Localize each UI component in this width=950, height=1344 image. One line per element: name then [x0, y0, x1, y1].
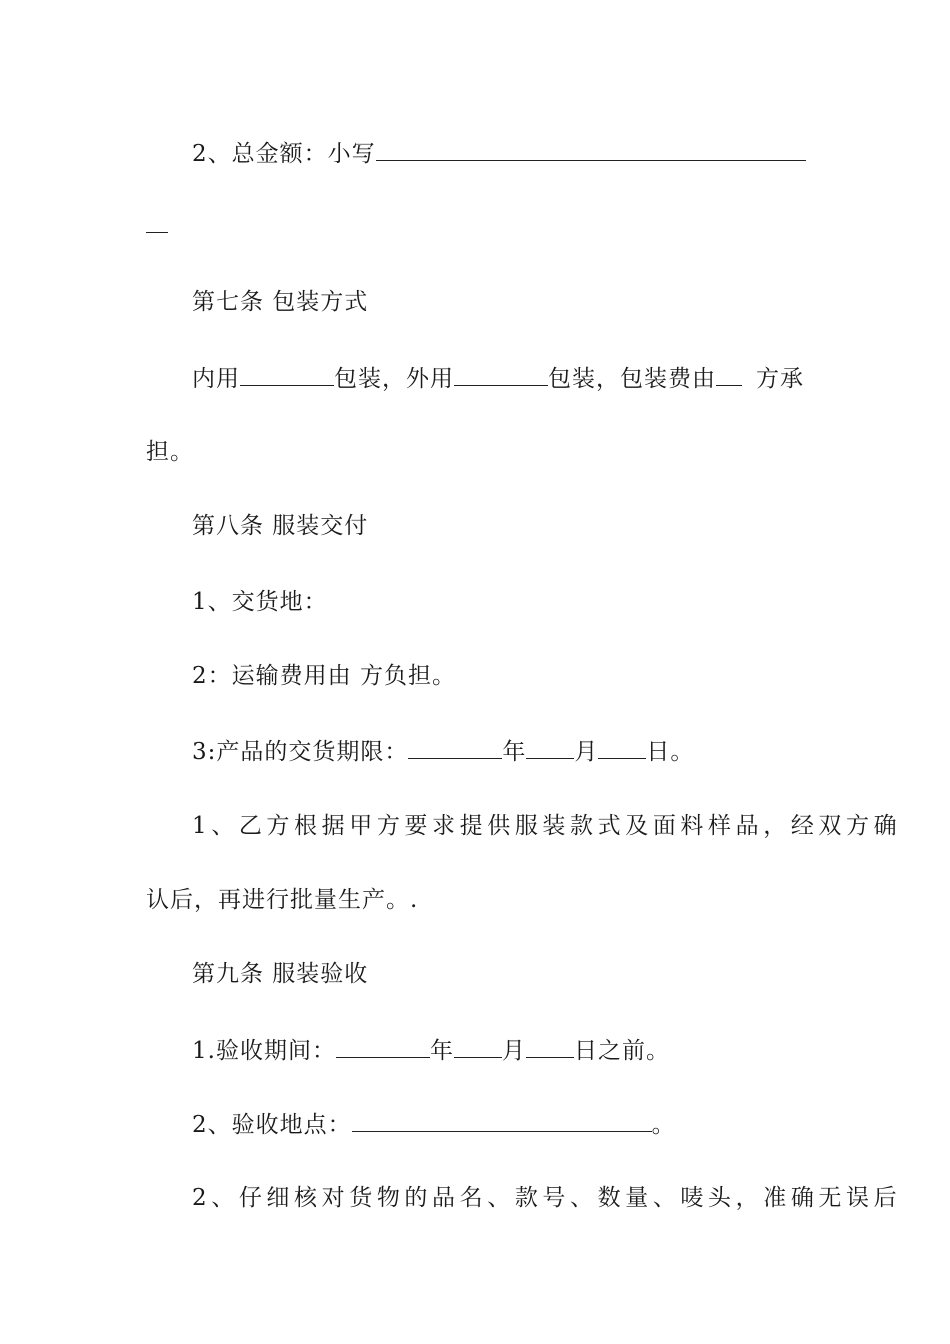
- packaging-end-label: 方承: [756, 366, 804, 392]
- article9-title: 第九条 服装验收: [192, 961, 369, 987]
- sample-line1-text: 1、乙方根据甲方要求提供服装款式及面料样品，经双方确: [192, 813, 902, 839]
- inspection-place-line: [146, 1109, 852, 1140]
- transport-fee: 2：运输费用由 方负担。: [192, 663, 456, 689]
- packaging-line: [146, 363, 852, 394]
- inner-packaging-blank[interactable]: [240, 363, 334, 386]
- inspection-month-blank[interactable]: [454, 1035, 502, 1058]
- deadline-day-blank[interactable]: [598, 736, 646, 759]
- packaging-continuation: 担。: [146, 439, 194, 465]
- inspection-month-label: 月: [501, 1038, 526, 1064]
- inspection-period-label: 1.验收期间：: [192, 1038, 336, 1064]
- inspection-period-line: [146, 1035, 852, 1066]
- inspection-place-label: 2、验收地点：: [192, 1112, 352, 1138]
- article7-title: 第七条 包装方式: [192, 289, 369, 315]
- total-amount-blank[interactable]: [376, 138, 806, 161]
- delivery-deadline-line: [146, 736, 852, 767]
- delivery-deadline-label: 3:产品的交货期限：: [192, 739, 409, 765]
- deadline-day-label: 日。: [646, 739, 695, 765]
- outer-packaging-blank[interactable]: [454, 363, 548, 386]
- inspection-year-blank[interactable]: [336, 1035, 430, 1058]
- packaging-outer-label: 包装，外用: [334, 366, 454, 392]
- deadline-month-blank[interactable]: [526, 736, 574, 759]
- article8-title: 第八条 服装交付: [192, 513, 369, 539]
- inspection-place-period: 。: [651, 1112, 676, 1138]
- sample-paragraph-line2: 认后，再进行批量生产。.: [146, 887, 419, 913]
- inspection-day-label: 日之前。: [573, 1038, 670, 1064]
- packaging-fee-party-blank[interactable]: [716, 363, 742, 386]
- delivery-place: 1、交货地：: [192, 589, 328, 615]
- total-amount-label: 2、总金额：小写: [192, 141, 376, 167]
- total-amount-line: [146, 138, 852, 169]
- check-goods-line: [146, 1183, 902, 1213]
- deadline-month-label: 月: [574, 739, 599, 765]
- inspection-place-blank[interactable]: [352, 1109, 652, 1132]
- check-goods-text: 2、仔细核对货物的品名、款号、数量、唛头，准确无误后: [192, 1185, 902, 1211]
- total-amount-blank-continuation: [146, 232, 168, 233]
- packaging-inner-label: 内用: [192, 366, 240, 392]
- inspection-year-label: 年: [429, 1038, 454, 1064]
- sample-paragraph-line1: [146, 811, 902, 841]
- packaging-fee-label: 包装，包装费由: [548, 366, 716, 392]
- inspection-day-blank[interactable]: [526, 1035, 574, 1058]
- deadline-year-label: 年: [502, 739, 527, 765]
- deadline-year-blank[interactable]: [408, 736, 502, 759]
